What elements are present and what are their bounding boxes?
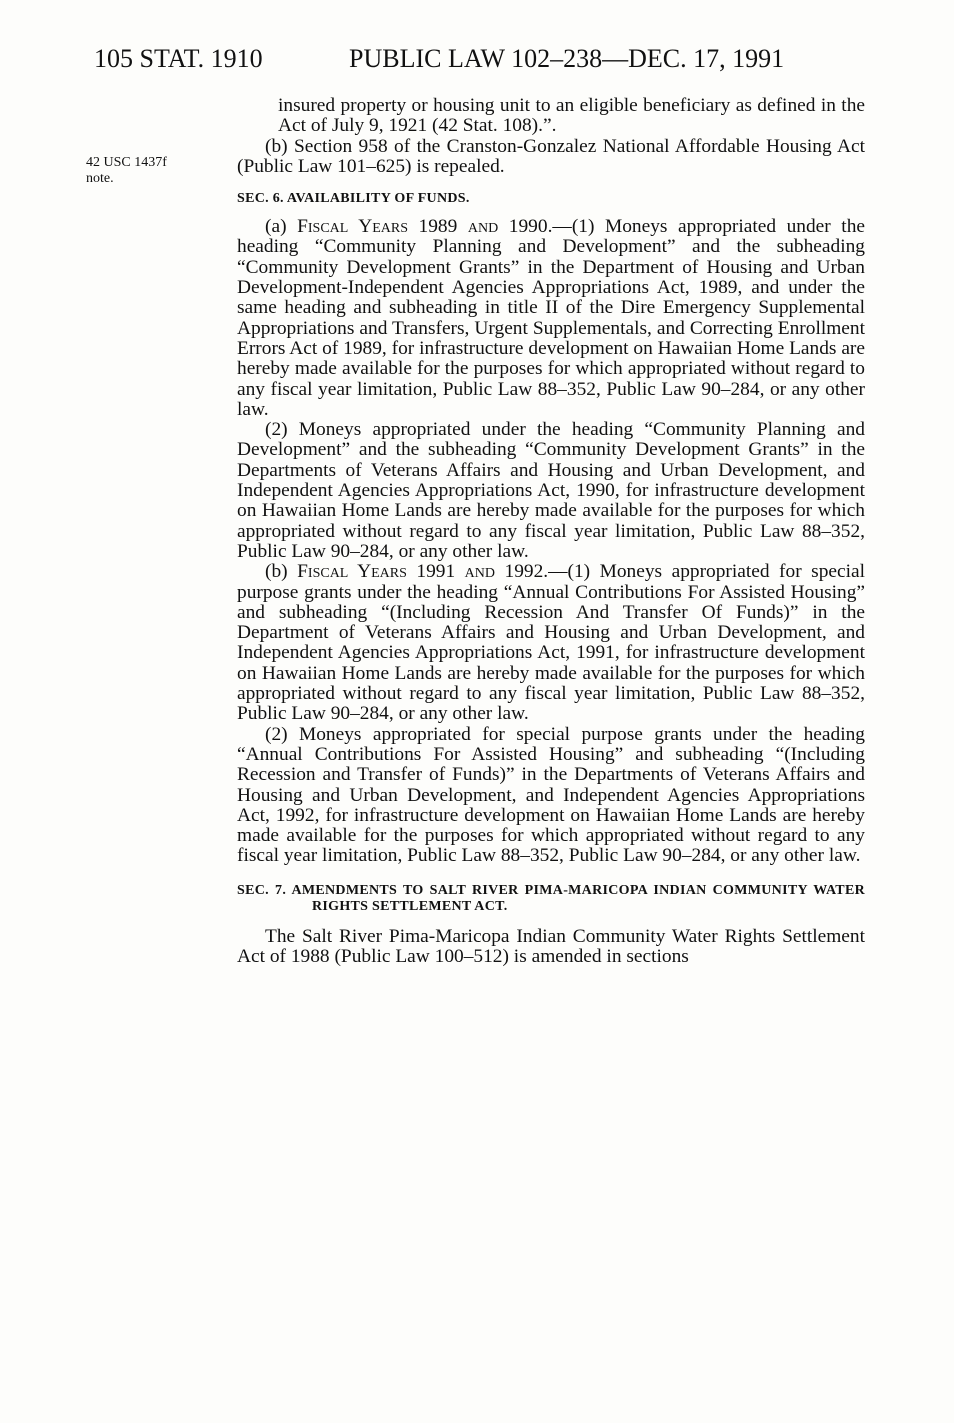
subsection-a-paragraph-2: (2) Moneys appropriated under the heading “Community Planning and Development” and the subheading “Community Development Grants” in the Departments of Veterans Affairs and Housing and Urban Development, and Independent Agencies Appropriations Act, 1990, for infrastructure development on Hawaiian Home Lands are hereby made available for the purposes for which appropriated without regard to any fiscal year limitation, Public Law 88–352, Public Law 90–284, or any other law. [237,419,865,562]
paragraph-insured-property: insured property or housing unit to an eligible beneficiary as defined in the Act of July 9, 1921 (42 Stat. 108).”. [278,95,865,137]
page-header [0,44,954,84]
section-7-heading: SEC. 7. AMENDMENTS TO SALT RIVER PIMA-MARICOPA INDIAN COMMUNITY WATER RIGHTS SETTLEMENT ACT. [237,882,865,914]
subsection-b-heading: Fiscal Years 1991 and 1992 [297,561,544,583]
public-law-heading: PUBLIC LAW 102–238—DEC. 17, 1991 [349,44,785,73]
subsection-b-prefix: (b) [265,561,288,583]
subsection-b-paragraph-2: (2) Moneys appropriated for special purpose grants under the heading “Annual Contributions For Assisted Housing” and subheading “(Including Recession and Transfer of Funds)” in the Departments of Veterans Affairs and Housing and Urban Development, and Independent Agencies Appropriations Act, 1992, for infrastructure development on Hawaiian Home Lands are hereby made available for the purposes for which appropriated without regard to any fiscal year limitation, Public Law 88–352, Public Law 90–284, or any other law. [237,723,865,867]
subsection-b-text: .—(1) Moneys appropriated for special purpose grants under the heading “Annual Contributions For Assisted Housing” and subheading “(Including Recession And Transfer Of Funds)” in the Department of Veterans Affairs and Housing and Urban Development, and Independent Agencies Appropriations Act, 1991, for infrastructure development on Hawaiian Home Lands are hereby made available for the purposes for which appropriated without regard to any fiscal year limitation, Public Law 88–352, Public Law 90–284, or any other law. [237,561,865,725]
subsection-a-text: .—(1) Moneys appropriated under the heading “Community Planning and Development” and the subheading “Community Development Grants” in the Department of Housing and Urban Development-Independent Agencies Appropriations Act, 1989, and under the same heading and subheading in title II of the Dire Emergency Supplemental Appropriations and Transfers, Urgent Supplementals, and Correcting Enrollment Errors Act of 1989, for infrastructure development on Hawaiian Home Lands are hereby made available for the purposes for which appropriated without regard to any fiscal year limitation, Public Law 88–352, Public Law 90–284, or any other law. [237,216,865,420]
stat-page-number: 105 STAT. 1910 [94,44,263,73]
section-6-heading: SEC. 6. AVAILABILITY OF FUNDS. [237,191,470,207]
section-7-paragraph: The Salt River Pima-Maricopa Indian Community Water Rights Settlement Act of 1988 (Public Law 100–512) is amended in sections [237,925,865,967]
body-text [237,96,865,967]
subsection-b-paragraph-1 [237,562,865,724]
subsection-a-prefix: (a) [265,216,287,238]
subsection-a-heading: Fiscal Years 1989 and 1990 [297,216,548,238]
margin-note-label: note. [86,171,114,186]
subsection-a-paragraph-1 [237,217,865,420]
paragraph-section-958-repeal: (b) Section 958 of the Cranston-Gonzalez National Affordable Housing Act (Public Law 101–625) is repealed. [237,135,865,177]
margin-note [86,155,226,187]
margin-note-citation: 42 USC 1437f [86,155,167,170]
